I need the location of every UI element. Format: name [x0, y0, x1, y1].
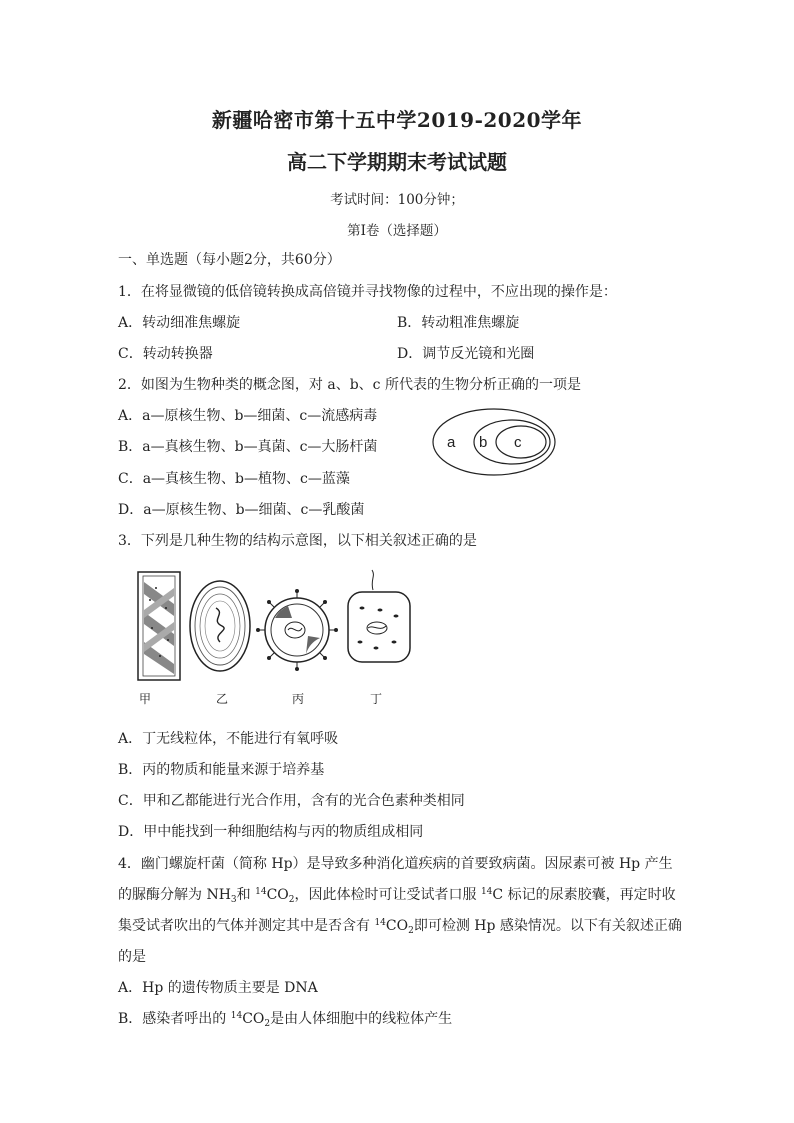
- figure-jia-cell: [138, 572, 180, 680]
- question-1-option-c: C．转动转换器: [118, 346, 213, 362]
- question-2-option-d: D．a—原核生物、b—细菌、c—乳酸菌: [118, 502, 365, 518]
- exam-title-line1: 新疆哈密市第十五中学2019-2020学年: [211, 108, 583, 132]
- question-4-stem-line1: 4．幽门螺旋杆菌（简称 Hp）是导致多种消化道疾病的首要致病菌。因尿素可被 Hp 产生: [118, 856, 673, 872]
- question-3-option-c: C．甲和乙都能进行光合作用，含有的光合色素种类相同: [118, 793, 465, 809]
- figure-yi-cell: [190, 581, 250, 671]
- question-2-stem: 2．如图为生物种类的概念图，对 a、b、c 所代表的生物分析正确的一项是: [118, 377, 581, 393]
- figure-label-yi: 乙: [216, 692, 229, 706]
- question-3-stem: 3．下列是几种生物的结构示意图，以下相关叙述正确的是: [118, 533, 477, 549]
- question-2-option-a: A．a—原核生物、b—细菌、c—流感病毒: [118, 408, 378, 424]
- figure-label-bing: 丙: [292, 692, 305, 706]
- figure-ding-cell: [348, 570, 410, 662]
- section-heading: 一、单选题（每小题2分，共60分）: [118, 252, 341, 268]
- question-2-option-b: B．a—真核生物、b—真菌、c—大肠杆菌: [118, 439, 378, 455]
- volume-label: 第I卷（选择题）: [347, 223, 447, 239]
- figure-label-ding: 丁: [370, 692, 383, 706]
- question-1-option-a: A．转动细准焦螺旋: [118, 315, 241, 331]
- diagram-label-a: a: [447, 434, 456, 451]
- question-4-option-a: A．Hp 的遗传物质主要是 DNA: [118, 980, 318, 996]
- question-4-stem-line3: 集受试者吹出的气体并测定其中是否含有 $^{14}CO_2$即可检测 Hp 感染情况。以下有关叙述正确: [118, 918, 682, 936]
- question-4-stem-line4: 的是: [118, 949, 146, 965]
- question-3-option-a: A．丁无线粒体，不能进行有氧呼吸: [118, 731, 339, 747]
- question-1-stem: 1．在将显微镜的低倍镜转换成高倍镜并寻找物像的过程中，不应出现的操作是：: [118, 284, 617, 300]
- question-3-option-b: B．丙的物质和能量来源于培养基: [118, 762, 325, 778]
- exam-title-line2: 高二下学期期末考试试题: [287, 150, 507, 174]
- concept-diagram: [430, 406, 560, 478]
- question-4-option-b: B．感染者呼出的 $^{14}CO_2$是由人体细胞中的线粒体产生: [118, 1011, 453, 1029]
- figure-label-jia: 甲: [139, 692, 152, 706]
- question-2-option-c: C．a—真核生物、b—植物、c—蓝藻: [118, 471, 350, 487]
- figure-bing-virus: [256, 589, 338, 671]
- question-3-option-d: D．甲中能找到一种细胞结构与丙的物质组成相同: [118, 824, 424, 840]
- question-1-option-d: D．调节反光镜和光圈: [397, 346, 535, 362]
- organism-figures: [130, 568, 420, 688]
- diagram-label-b: b: [479, 434, 488, 451]
- exam-time: 考试时间：100分钟；: [330, 192, 464, 208]
- diagram-label-c: c: [514, 434, 522, 451]
- question-4-stem-line2: 的脲酶分解为 $NH_3$和 $^{14}CO_2$，因此体检时可让受试者口服 $^{14}$C 标记的尿素胶囊，再定时收: [118, 887, 676, 905]
- question-1-option-b: B．转动粗准焦螺旋: [397, 315, 520, 331]
